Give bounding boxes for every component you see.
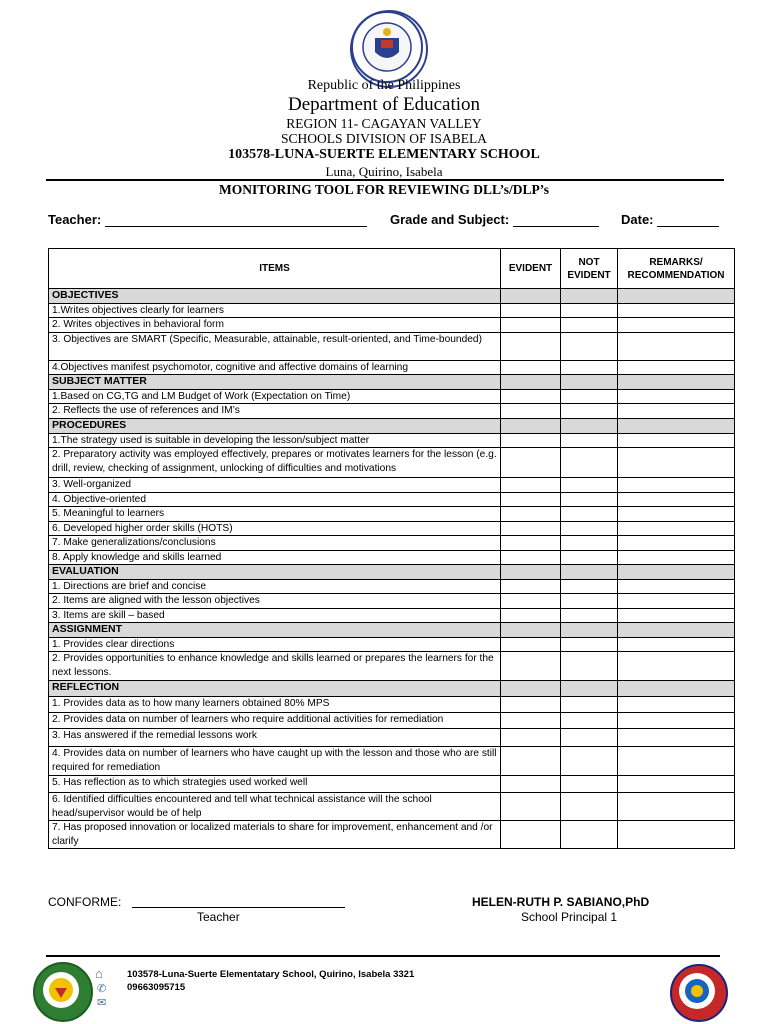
- table-row: [49, 536, 735, 551]
- table-row: [49, 594, 735, 609]
- section-row: [49, 289, 735, 304]
- evident-cell[interactable]: [501, 776, 561, 793]
- region-line: REGION 11- CAGAYAN VALLEY: [286, 116, 482, 131]
- deped-seal: [350, 10, 428, 88]
- not-evident-cell[interactable]: [561, 793, 618, 821]
- remarks-cell[interactable]: [618, 507, 735, 522]
- conforme-signature-line[interactable]: [132, 893, 345, 908]
- table-row: [49, 729, 735, 747]
- evident-cell[interactable]: [501, 478, 561, 493]
- section-cell: [561, 681, 618, 697]
- section-cell: [561, 565, 618, 580]
- item-text: 7. Make generalizations/conclusions: [49, 536, 501, 551]
- footer-address: 103578-Luna-Suerte Elementatary School, Quirino, Isabela 3321: [127, 969, 415, 980]
- evident-cell[interactable]: [501, 433, 561, 448]
- not-evident-cell[interactable]: [561, 652, 618, 681]
- table-row: [49, 747, 735, 776]
- evident-cell[interactable]: [501, 303, 561, 318]
- item-text: 2. Provides data on number of learners who require additional activities for remediation: [49, 713, 501, 729]
- section-row: [49, 565, 735, 580]
- item-text: 1. Provides data as to how many learners obtained 80% MPS: [49, 697, 501, 713]
- remarks-cell[interactable]: [618, 536, 735, 551]
- evident-cell[interactable]: [501, 332, 561, 360]
- evident-cell[interactable]: [501, 608, 561, 623]
- remarks-cell[interactable]: [618, 550, 735, 565]
- table-row: [49, 652, 735, 681]
- section-cell: [501, 375, 561, 390]
- section-cell: [501, 681, 561, 697]
- school-address: Luna, Quirino, Isabela: [325, 164, 443, 179]
- item-text: 2. Reflects the use of references and IM’s: [49, 404, 501, 419]
- grade-subject-blank[interactable]: [513, 226, 599, 227]
- section-row: [49, 681, 735, 697]
- not-evident-cell[interactable]: [561, 608, 618, 623]
- table-row: [49, 507, 735, 522]
- remarks-cell[interactable]: [618, 652, 735, 681]
- not-evident-cell[interactable]: [561, 713, 618, 729]
- evident-cell[interactable]: [501, 637, 561, 652]
- footer-rule: [46, 955, 720, 957]
- remarks-cell[interactable]: [618, 793, 735, 821]
- remarks-cell[interactable]: [618, 608, 735, 623]
- table-row: [49, 448, 735, 478]
- section-title: SUBJECT MATTER: [49, 375, 501, 390]
- not-evident-cell[interactable]: [561, 729, 618, 747]
- section-row: [49, 375, 735, 390]
- evident-cell[interactable]: [501, 507, 561, 522]
- table-row: [49, 793, 735, 821]
- item-text: 1. Provides clear directions: [49, 637, 501, 652]
- not-evident-cell[interactable]: [561, 521, 618, 536]
- not-evident-cell[interactable]: [561, 579, 618, 594]
- date-label: Date:: [621, 212, 654, 227]
- table-row: [49, 521, 735, 536]
- not-evident-cell[interactable]: [561, 507, 618, 522]
- evident-cell[interactable]: [501, 536, 561, 551]
- table-row: [49, 697, 735, 713]
- table-row: [49, 332, 735, 360]
- teacher-signature-label: Teacher: [197, 910, 240, 924]
- item-text: 2. Items are aligned with the lesson objectives: [49, 594, 501, 609]
- evident-cell[interactable]: [501, 697, 561, 713]
- evident-cell[interactable]: [501, 747, 561, 776]
- item-text: 1. Directions are brief and concise: [49, 579, 501, 594]
- item-text: 1.Writes objectives clearly for learners: [49, 303, 501, 318]
- document-title: MONITORING TOOL FOR REVIEWING DLL’s/DLP’s: [218, 182, 550, 197]
- not-evident-cell[interactable]: [561, 776, 618, 793]
- item-text: 4. Provides data on number of learners who have caught up with the lesson and those who are still required for remediation: [49, 747, 501, 776]
- item-text: 2. Preparatory activity was employed effectively, prepares or motivates learners for the lesson (e.g. drill, review, checking of assignment, unlocking of difficulties and motivations: [49, 448, 501, 478]
- teacher-blank[interactable]: [105, 226, 367, 227]
- phone-icon: ✆: [97, 983, 107, 995]
- evident-cell[interactable]: [501, 492, 561, 507]
- evident-cell[interactable]: [501, 550, 561, 565]
- division-line: SCHOOLS DIVISION OF ISABELA: [281, 131, 487, 146]
- remarks-cell[interactable]: [618, 478, 735, 493]
- remarks-cell[interactable]: [618, 579, 735, 594]
- evident-header: EVIDENT: [501, 249, 561, 289]
- evident-cell[interactable]: [501, 521, 561, 536]
- item-text: 3. Has answered if the remedial lessons work: [49, 729, 501, 747]
- table-row: [49, 433, 735, 448]
- item-text: 2. Writes objectives in behavioral form: [49, 318, 501, 333]
- item-text: 5. Has reflection as to which strategies used worked well: [49, 776, 501, 793]
- remarks-cell[interactable]: [618, 389, 735, 404]
- section-cell: [618, 418, 735, 433]
- school-logo-right: [670, 964, 728, 1022]
- item-text: 7. Has proposed innovation or localized materials to share for improvement, enhancement and /or clarify: [49, 821, 501, 849]
- evident-cell[interactable]: [501, 821, 561, 849]
- section-cell: [618, 623, 735, 638]
- section-row: [49, 418, 735, 433]
- remarks-cell[interactable]: [618, 594, 735, 609]
- remarks-cell[interactable]: [618, 492, 735, 507]
- not-evident-cell[interactable]: [561, 697, 618, 713]
- teacher-label: Teacher:: [48, 212, 102, 227]
- section-cell: [561, 418, 618, 433]
- table-row: [49, 579, 735, 594]
- republic-line: Republic of the Philippines: [307, 78, 461, 93]
- remarks-cell[interactable]: [618, 332, 735, 360]
- grade-subject-field: [390, 212, 599, 227]
- section-cell: [618, 375, 735, 390]
- table-row: [49, 637, 735, 652]
- not-evident-cell[interactable]: [561, 303, 618, 318]
- table-row: [49, 318, 735, 333]
- table-row: [49, 713, 735, 729]
- table-row: [49, 492, 735, 507]
- evident-cell[interactable]: [501, 360, 561, 375]
- item-text: 4.Objectives manifest psychomotor, cognitive and affective domains of learning: [49, 360, 501, 375]
- item-text: 3. Objectives are SMART (Specific, Measurable, attainable, result-oriented, and Time-bounded): [49, 332, 501, 360]
- evident-cell[interactable]: [501, 389, 561, 404]
- item-text: 1.The strategy used is suitable in developing the lesson/subject matter: [49, 433, 501, 448]
- remarks-cell[interactable]: [618, 697, 735, 713]
- section-title: REFLECTION: [49, 681, 501, 697]
- not-evident-cell[interactable]: [561, 594, 618, 609]
- header-rule: [46, 179, 724, 181]
- remarks-cell[interactable]: [618, 713, 735, 729]
- remarks-cell[interactable]: [618, 303, 735, 318]
- item-text: 3. Items are skill – based: [49, 608, 501, 623]
- not-evident-cell[interactable]: [561, 433, 618, 448]
- department-title: Department of Education: [287, 94, 481, 115]
- not-evident-cell[interactable]: [561, 637, 618, 652]
- item-text: 5. Meaningful to learners: [49, 507, 501, 522]
- table-row: [49, 478, 735, 493]
- home-icon: ⌂: [95, 966, 103, 981]
- table-row: [49, 389, 735, 404]
- not-evident-cell[interactable]: [561, 747, 618, 776]
- not-evident-cell[interactable]: [561, 404, 618, 419]
- item-text: 1.Based on CG,TG and LM Budget of Work (Expectation on Time): [49, 389, 501, 404]
- date-field: [621, 212, 719, 227]
- section-title: PROCEDURES: [49, 418, 501, 433]
- evident-cell[interactable]: [501, 713, 561, 729]
- not-evident-cell[interactable]: [561, 318, 618, 333]
- remarks-cell[interactable]: [618, 448, 735, 478]
- section-cell: [618, 289, 735, 304]
- not-evident-cell[interactable]: [561, 492, 618, 507]
- section-cell: [618, 565, 735, 580]
- remarks-cell[interactable]: [618, 637, 735, 652]
- footer-phone: 09663095715: [127, 982, 186, 993]
- evident-cell[interactable]: [501, 448, 561, 478]
- remarks-cell[interactable]: [618, 404, 735, 419]
- not-evident-cell[interactable]: [561, 360, 618, 375]
- grade-subject-label: Grade and Subject:: [390, 212, 510, 227]
- table-body: [49, 289, 735, 849]
- remarks-cell[interactable]: [618, 821, 735, 849]
- principal-name: HELEN-RUTH P. SABIANO,PhD: [472, 895, 650, 909]
- table-row: [49, 360, 735, 375]
- item-text: 6. Identified difficulties encountered and tell what technical assistance will the school head/supervisor would be of help: [49, 793, 501, 821]
- section-row: [49, 623, 735, 638]
- remarks-header: REMARKS/ RECOMMENDATION: [618, 249, 735, 289]
- table-row: [49, 404, 735, 419]
- section-cell: [501, 289, 561, 304]
- not-evident-cell[interactable]: [561, 550, 618, 565]
- item-text: 8. Apply knowledge and skills learned: [49, 550, 501, 565]
- not-evident-header: NOT EVIDENT: [561, 249, 618, 289]
- monitoring-table: [48, 248, 735, 849]
- table-row: [49, 821, 735, 849]
- section-cell: [561, 623, 618, 638]
- section-title: OBJECTIVES: [49, 289, 501, 304]
- item-text: 3. Well-organized: [49, 478, 501, 493]
- evident-cell[interactable]: [501, 594, 561, 609]
- section-title: ASSIGNMENT: [49, 623, 501, 638]
- teacher-field: [48, 212, 367, 227]
- evident-cell[interactable]: [501, 579, 561, 594]
- not-evident-cell[interactable]: [561, 389, 618, 404]
- date-blank[interactable]: [657, 226, 719, 227]
- school-name: 103578-LUNA-SUERTE ELEMENTARY SCHOOL: [228, 147, 540, 162]
- section-cell: [618, 681, 735, 697]
- not-evident-cell[interactable]: [561, 821, 618, 849]
- section-cell: [561, 375, 618, 390]
- evident-cell[interactable]: [501, 318, 561, 333]
- table-row: [49, 776, 735, 793]
- conforme-label: CONFORME:: [48, 895, 122, 909]
- not-evident-cell[interactable]: [561, 536, 618, 551]
- not-evident-cell[interactable]: [561, 448, 618, 478]
- section-cell: [501, 623, 561, 638]
- section-cell: [501, 565, 561, 580]
- remarks-cell[interactable]: [618, 776, 735, 793]
- evident-cell[interactable]: [501, 729, 561, 747]
- remarks-cell[interactable]: [618, 521, 735, 536]
- section-title: EVALUATION: [49, 565, 501, 580]
- evident-cell[interactable]: [501, 404, 561, 419]
- items-header: ITEMS: [49, 249, 501, 289]
- item-text: 2. Provides opportunities to enhance knowledge and skills learned or prepares the learners for the next lessons.: [49, 652, 501, 681]
- table-row: [49, 608, 735, 623]
- remarks-cell[interactable]: [618, 729, 735, 747]
- principal-title: School Principal 1: [521, 910, 618, 924]
- section-cell: [501, 418, 561, 433]
- item-text: 4. Objective-oriented: [49, 492, 501, 507]
- remarks-cell[interactable]: [618, 318, 735, 333]
- mail-icon: ✉: [97, 997, 107, 1009]
- evident-cell[interactable]: [501, 652, 561, 681]
- remarks-cell[interactable]: [618, 360, 735, 375]
- not-evident-cell[interactable]: [561, 332, 618, 360]
- table-row: [49, 550, 735, 565]
- remarks-cell[interactable]: [618, 433, 735, 448]
- item-text: 6. Developed higher order skills (HOTS): [49, 521, 501, 536]
- section-cell: [561, 289, 618, 304]
- table-row: [49, 303, 735, 318]
- remarks-cell[interactable]: [618, 747, 735, 776]
- not-evident-cell[interactable]: [561, 478, 618, 493]
- evident-cell[interactable]: [501, 793, 561, 821]
- school-logo-left: [33, 962, 93, 1022]
